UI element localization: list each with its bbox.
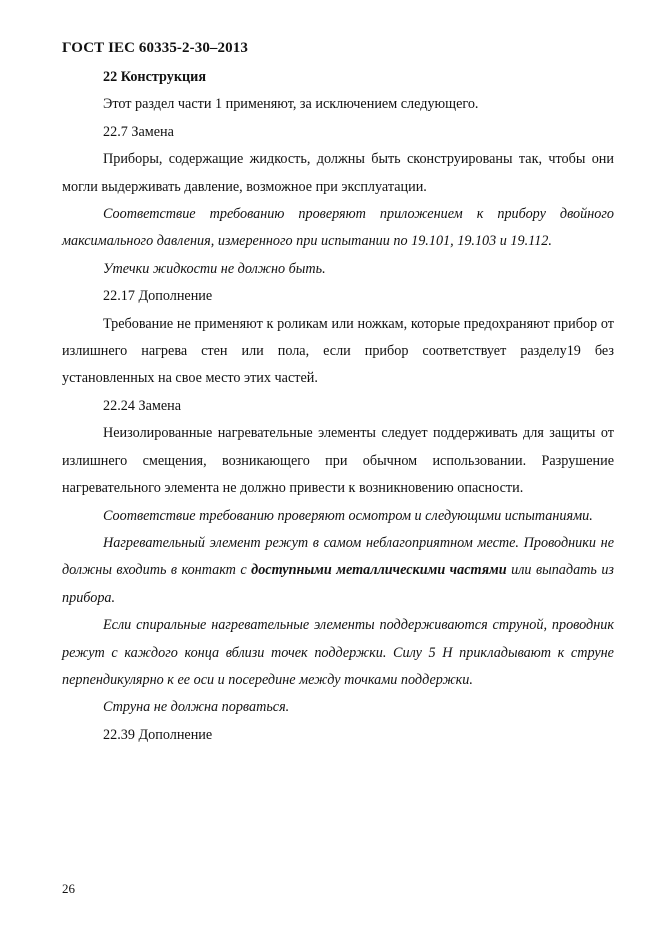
paragraph: Требование не применяют к роликам или ножкам, которые предохраняют прибор от излишнего нагрева стен или пола, если прибор соответствует разделу19 без установленных на свое место этих частей. <box>62 315 614 387</box>
document-body <box>62 64 614 749</box>
clause-heading: 22.7 Замена <box>103 123 174 140</box>
section-title <box>62 64 614 91</box>
test-paragraph: Если спиральные нагревательные элементы поддерживаются струной, проводник режут с каждого конца вблизи точек поддержки. Силу 5 Н прикладывают к струне перпендикулярно к ее оси и посередине между точками поддержки. <box>62 617 614 688</box>
document-header: ГОСТ IEC 60335-2-30–2013 <box>62 40 248 56</box>
section-title-text: 22 Конструкция <box>103 69 207 85</box>
clause-heading: 22.39 Дополнение <box>103 726 213 743</box>
test-paragraph: Соответствие требованию проверяют осмотром и следующими испытаниями. <box>103 507 593 524</box>
text-span: Нагревательный элемент режут в самом неблагоприятном месте. Проводники не должны входить в контакт с <box>62 534 614 579</box>
defined-term: доступными металлическими частями <box>251 562 507 579</box>
page-number: 26 <box>62 881 75 896</box>
test-paragraph <box>62 530 614 612</box>
test-paragraph: Струна не должна порваться. <box>103 699 290 716</box>
paragraph: Этот раздел части 1 применяют, за исключением следующего. <box>103 96 479 113</box>
test-paragraph: Соответствие требованию проверяют приложением к прибору двойного максимального давления, измеренного при испытании по 19.101, 19.103 и 19.112. <box>62 206 614 250</box>
paragraph: Неизолированные нагревательные элементы следует поддерживать для защиты от излишнего смещения, возникающего при обычном использовании. Разрушение нагревательного элемента не должно привести к возникновению опасности. <box>62 425 614 497</box>
text-span: или выпадать из прибора. <box>62 562 614 606</box>
clause-heading: 22.17 Дополнение <box>103 288 213 305</box>
paragraph: Приборы, содержащие жидкость, должны быть сконструированы так, чтобы они могли выдерживать давление, возможное при эксплуатации. <box>62 151 614 195</box>
clause-heading: 22.24 Замена <box>103 397 182 414</box>
test-paragraph: Утечки жидкости не должно быть. <box>103 260 326 277</box>
